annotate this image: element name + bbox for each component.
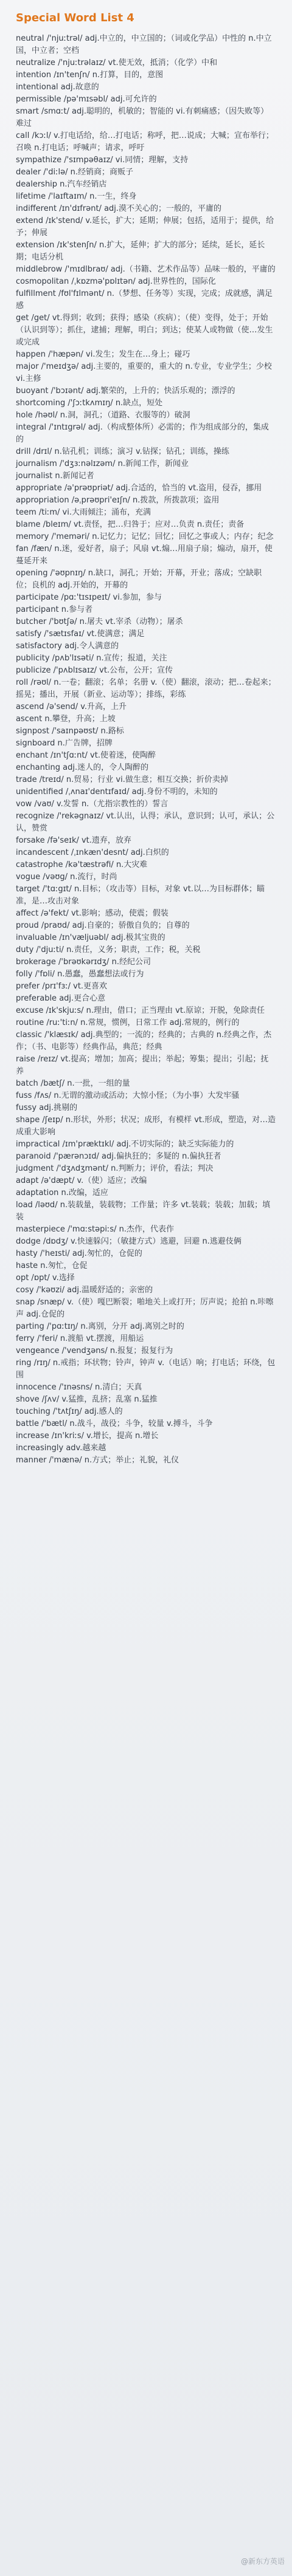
word-entry: satisfy /'sætɪsfaɪ/ vt.使满意；满足 [16,629,145,639]
word-entry: memory /'meməri/ n.记忆力；记忆；回忆；回忆之事或人；内存；纪念 [16,532,274,541]
word-entry: neutral /'njuːtrəl/ adj.中立的，中立国的；（词或化学品）中性的 n.中立国，中立者；空档 [16,34,272,55]
word-entry: opt /ɒpt/ v.选择 [16,1273,75,1283]
word-entry: hole /həʊl/ n.洞，洞孔；（道路、衣服等的）破洞 [16,411,190,420]
word-entry: preferable adj.更合心意 [16,994,106,1003]
word-entry: battle /'bætl/ n.战斗，战役；斗争，较量 v.搏斗，斗争 [16,1419,213,1428]
word-entry: neutralize /'njuːtrəlaɪz/ vt.使无效，抵消；（化学）中和 [16,58,218,67]
word-entry: ascent n.攀登，升高；上坡 [16,714,116,724]
word-entry: teem /tiːm/ vi.大雨倾注；涌布，充满 [16,508,151,517]
word-entry: get /get/ vt.得到；收到；获得；感染（疾病）；（使）变得，处于；开始（认识到等）；抓住，逮捕；理解，明白；到达；使某人或物做（使…发生或完成 [16,313,273,347]
word-entry: shove /ʃʌv/ v.猛推，乱挤；乱塞 n.猛推 [16,1395,158,1404]
word-entry: impractical /ɪm'præktɪkl/ adj.不切实际的；缺乏实际能力的 [16,1140,234,1149]
word-entry: vengeance /'vendʒəns/ n.报复；报复行为 [16,1346,173,1355]
word-entry: lifetime /'laɪftaɪm/ n.一生，终身 [16,192,137,201]
word-entry: cosy /'kəʊzi/ adj.温暖舒适的；亲密的 [16,1286,153,1295]
word-entry: duty /'djuːti/ n.责任，义务；职责，工作；税，关税 [16,945,201,954]
word-entry: raise /reɪz/ vt.提高；增加；加高；提出；举起；筹集；提出；引起；抚养 [16,1055,269,1076]
word-entry: fussy adj.挑剔的 [16,1103,78,1112]
word-entry: call /kɔːl/ v.打电话给，给…打电话；称呼，把…说成；大喊；宣布举行；召唤 n.打电话；呼喊声；请求，呼吁 [16,131,274,152]
word-entry: opening /'əʊpnɪŋ/ n.缺口，洞孔；开始；开幕，开业；落成；空缺职位；良机的 adj.开始的，开幕的 [16,569,262,590]
word-entry: integral /'ɪntɪgrəl/ adj.（构成整体所）必需的；作为组成部分的，集成的 [16,423,269,444]
word-entry: touching /'tʌtʃɪŋ/ adj.感人的 [16,1407,123,1416]
word-entry: fuss /fʌs/ n.无谓的激动或活动；大惊小怪；（为小事）大发牢骚 [16,1091,240,1100]
word-entry: vow /vaʊ/ v.发誓 n.（尤指宗教性的）誓言 [16,800,169,809]
word-entry: snap /snæp/ v.（使）嘎巴断裂；啪地关上或打开；厉声说；抢拍 n.咔嚓声 adj.仓促的 [16,1298,274,1319]
word-entry: journalist n.新闻记者 [16,471,94,481]
word-entry: permissible /pə'mɪsəbl/ adj.可允许的 [16,95,157,104]
word-entry: smart /smɑːt/ adj.聪明的，机敏的；智能的 vi.有刺痛感；（因失败等）难过 [16,107,269,128]
word-entry: journalism /'dʒɜːnəlɪzəm/ n.新闻工作，新闻业 [16,459,189,468]
word-entry: indifferent /ɪn'dɪfrənt/ adj.漠不关心的；一般的，平庸的 [16,204,222,213]
word-entry: innocence /'ɪnəsns/ n.清白；天真 [16,1383,142,1392]
word-entry: shape /ʃeɪp/ n.形状，外形；状况；成形，有模样 vt.形成，塑造，对…造成重大影响 [16,1115,276,1137]
word-entry: ascend /ə'send/ v.升高，上升 [16,702,127,711]
word-entry: dealership n.汽车经销店 [16,180,107,189]
word-entry: butcher /'bʊtʃə/ n.屠夫 vt.宰杀（动物）；屠杀 [16,617,183,626]
word-entry: masterpiece /'mɑːstəpiːs/ n.杰作，代表作 [16,1225,175,1234]
word-entry: drill /drɪl/ n.钻孔机；训练；演习 v.钻探；钻孔；训练，操练 [16,447,229,456]
word-entry: ring /rɪŋ/ n.戒指；环状物；铃声，钟声 v.（电话）响；打电话；环绕，包围 [16,1358,276,1380]
word-entry: target /'tɑːgɪt/ n.目标；（攻击等）目标，对象 vt.以…为目标群体；瞄准，是…攻击对象 [16,885,265,906]
word-entry: intentional adj.故意的 [16,83,99,92]
word-list [16,33,276,1467]
page-title: Special Word List 4 [16,12,134,24]
word-entry: trade /treɪd/ n.贸易；行业 vi.做生意；相互交换；折价卖掉 [16,775,228,784]
word-entry: appropriation /əˌprəʊpri'eɪʃn/ n.拨款，所拨款项；盗用 [16,496,220,505]
word-entry: vogue /vəʊg/ n.流行，时尚 [16,872,117,882]
word-entry: increase /ɪn'kriːs/ v.增长，提高 n.增长 [16,1431,159,1440]
word-entry: affect /ə'fekt/ vt.影响；感动，使震；假装 [16,909,169,918]
word-entry: signpost /'saɪnpəʊst/ n.路标 [16,727,124,736]
word-entry: dodge /dɒdʒ/ v.快速躲闪；（敏捷方式）逃避，回避 n.逃避伎俩 [16,1237,242,1246]
word-entry: happen /'hæpən/ vi.发生；发生在…身上；碰巧 [16,350,190,359]
word-entry: sympathize /'sɪmpəθaɪz/ vi.同情；理解，支持 [16,156,189,165]
word-entry: adapt /ə'dæpt/ v.（使）适应；改编 [16,1176,147,1185]
word-entry: recognize /'rekəgnaɪz/ vt.认出，认得；承认，意识到；认可，承认；公认，赞赏 [16,812,275,833]
word-entry: catastrophe /kə'tæstrəfi/ n.大灾难 [16,860,148,869]
word-entry: prefer /prɪ'fɜː/ vt.更喜欢 [16,982,108,991]
word-entry: classic /'klæsɪk/ adj.典型的；一流的；经典的；古典的 n.经典之作，杰作；（书、电影等）经典作品，典范；经典 [16,1030,272,1052]
word-entry: manner /'mænə/ n.方式；举止；礼貌，礼仪 [16,1456,179,1465]
word-entry: batch /bætʃ/ n.一批，一组的量 [16,1079,130,1088]
watermark: @新东方英语 [240,2557,285,2566]
word-entry: enchant /ɪn'tʃɑːnt/ vt.使着迷，使陶醉 [16,751,156,760]
word-entry: invaluable /ɪn'væljuəbl/ adj.极其宝贵的 [16,933,165,942]
word-entry: satisfactory adj.令人满意的 [16,642,119,651]
word-entry: proud /praʊd/ adj.自豪的；骄傲自负的；自尊的 [16,921,190,930]
word-entry: excuse /ɪk'skjuːs/ n.理由，借口；正当理由 vt.原谅；开脱，免除责任 [16,1006,265,1015]
word-entry: folly /'fɒli/ n.愚蠢，愚蠢想法或行为 [16,970,144,979]
word-entry: unidentified /ˌʌnaɪ'dentɪfaɪd/ adj.身份不明的，未知的 [16,787,218,796]
word-entry: judgment /'dʒʌdʒmənt/ n.判断力；评价，看法；判决 [16,1164,214,1173]
word-entry: fulfillment /fʊl'fɪlmənt/ n.（梦想、任务等）实现，完成；成就感，满足感 [16,289,273,310]
word-entry: routine /ruː'tiːn/ n.常规，惯例，日常工作 adj.常规的，例行的 [16,1018,240,1027]
word-entry: load /ləʊd/ n.装载量，装载物；工作量；许多 vt.装载；装载；加载；填装 [16,1201,271,1222]
word-entry: haste n.匆忙，仓促 [16,1261,88,1270]
word-entry: publicity /pʌb'lɪsəti/ n.宣传；报道，关注 [16,654,167,663]
word-entry: major /'meɪdʒə/ adj.主要的，重要的，重大的 n.专业，专业学生；少校 vi.主修 [16,362,272,383]
word-entry: participate /pɑː'tɪsɪpeɪt/ vi.参加，参与 [16,593,162,602]
word-entry: increasingly adv.越来越 [16,1444,106,1453]
word-entry: participant n.参与者 [16,605,93,614]
word-entry: adaptation n.改编，适应 [16,1188,108,1197]
word-entry: intention /ɪn'tenʃn/ n.打算，目的，意图 [16,70,164,80]
word-entry: shortcoming /'ʃɔːtkʌmɪŋ/ n.缺点，短处 [16,399,163,408]
word-entry: middlebrow /'mɪdlbraʊ/ adj.（书籍、艺术作品等）品味一般的，平庸的 [16,265,276,274]
word-entry: forsake /fə'seɪk/ vt.遗弃，放弃 [16,836,131,845]
word-entry: appropriate /ə'prəʊpriət/ adj.合适的，恰当的 vt.盗用，侵吞，挪用 [16,484,262,493]
word-entry: hasty /'heɪsti/ adj.匆忙的，仓促的 [16,1249,142,1258]
word-entry: brokerage /'brəʊkərɪdʒ/ n.经纪公司 [16,957,151,967]
word-entry: enchanting adj.迷人的，令人陶醉的 [16,763,149,772]
word-entry: publicize /'pʌblɪsaɪz/ vt.公布，公开；宣传 [16,666,173,675]
word-entry: paranoid /'pærənɔɪd/ adj.偏执狂的；多疑的 n.偏执狂者 [16,1152,221,1161]
word-entry: ferry /'feri/ n.渡船 vt.摆渡，用船运 [16,1334,144,1343]
word-entry: parting /'pɑːtɪŋ/ n.离别，分开 adj.离别之时的 [16,1322,184,1331]
word-entry: extend /ɪk'stend/ v.延长，扩大；延期；伸展；包括，适用于；提供，给予；伸展 [16,216,274,238]
word-entry: incandescent /ˌɪnkæn'desnt/ adj.白炽的 [16,848,169,857]
word-entry: fan /fæn/ n.迷，爱好者，扇子；风扇 vt.煽…用扇子扇；煽动，扇开，使蔓延开来 [16,544,273,566]
word-entry: extension /ɪk'stenʃn/ n.扩大，延伸；扩大的部分；延续，延长，延长期；电话分机 [16,241,265,262]
word-entry: cosmopolitan /ˌkɒzmə'pɒlɪtən/ adj.世界性的，国际化 [16,277,216,286]
word-entry: dealer /'diːlə/ n.经销商；商贩子 [16,168,133,177]
word-entry: buoyant /'bɔɪənt/ adj.繁荣的，上升的；快活乐观的；漂浮的 [16,386,235,396]
word-entry: signboard n.广告牌，招牌 [16,739,113,748]
word-entry: blame /bleɪm/ vt.责怪，把…归咎于；应对…负责 n.责任；责备 [16,520,245,529]
word-entry: roll /rəʊl/ n.一卷；翻滚；名单；名册 v.（使）翻滚，滚动；把…卷起来；摇晃；播出，开展（新业、运动等）；排练，彩练 [16,678,276,699]
